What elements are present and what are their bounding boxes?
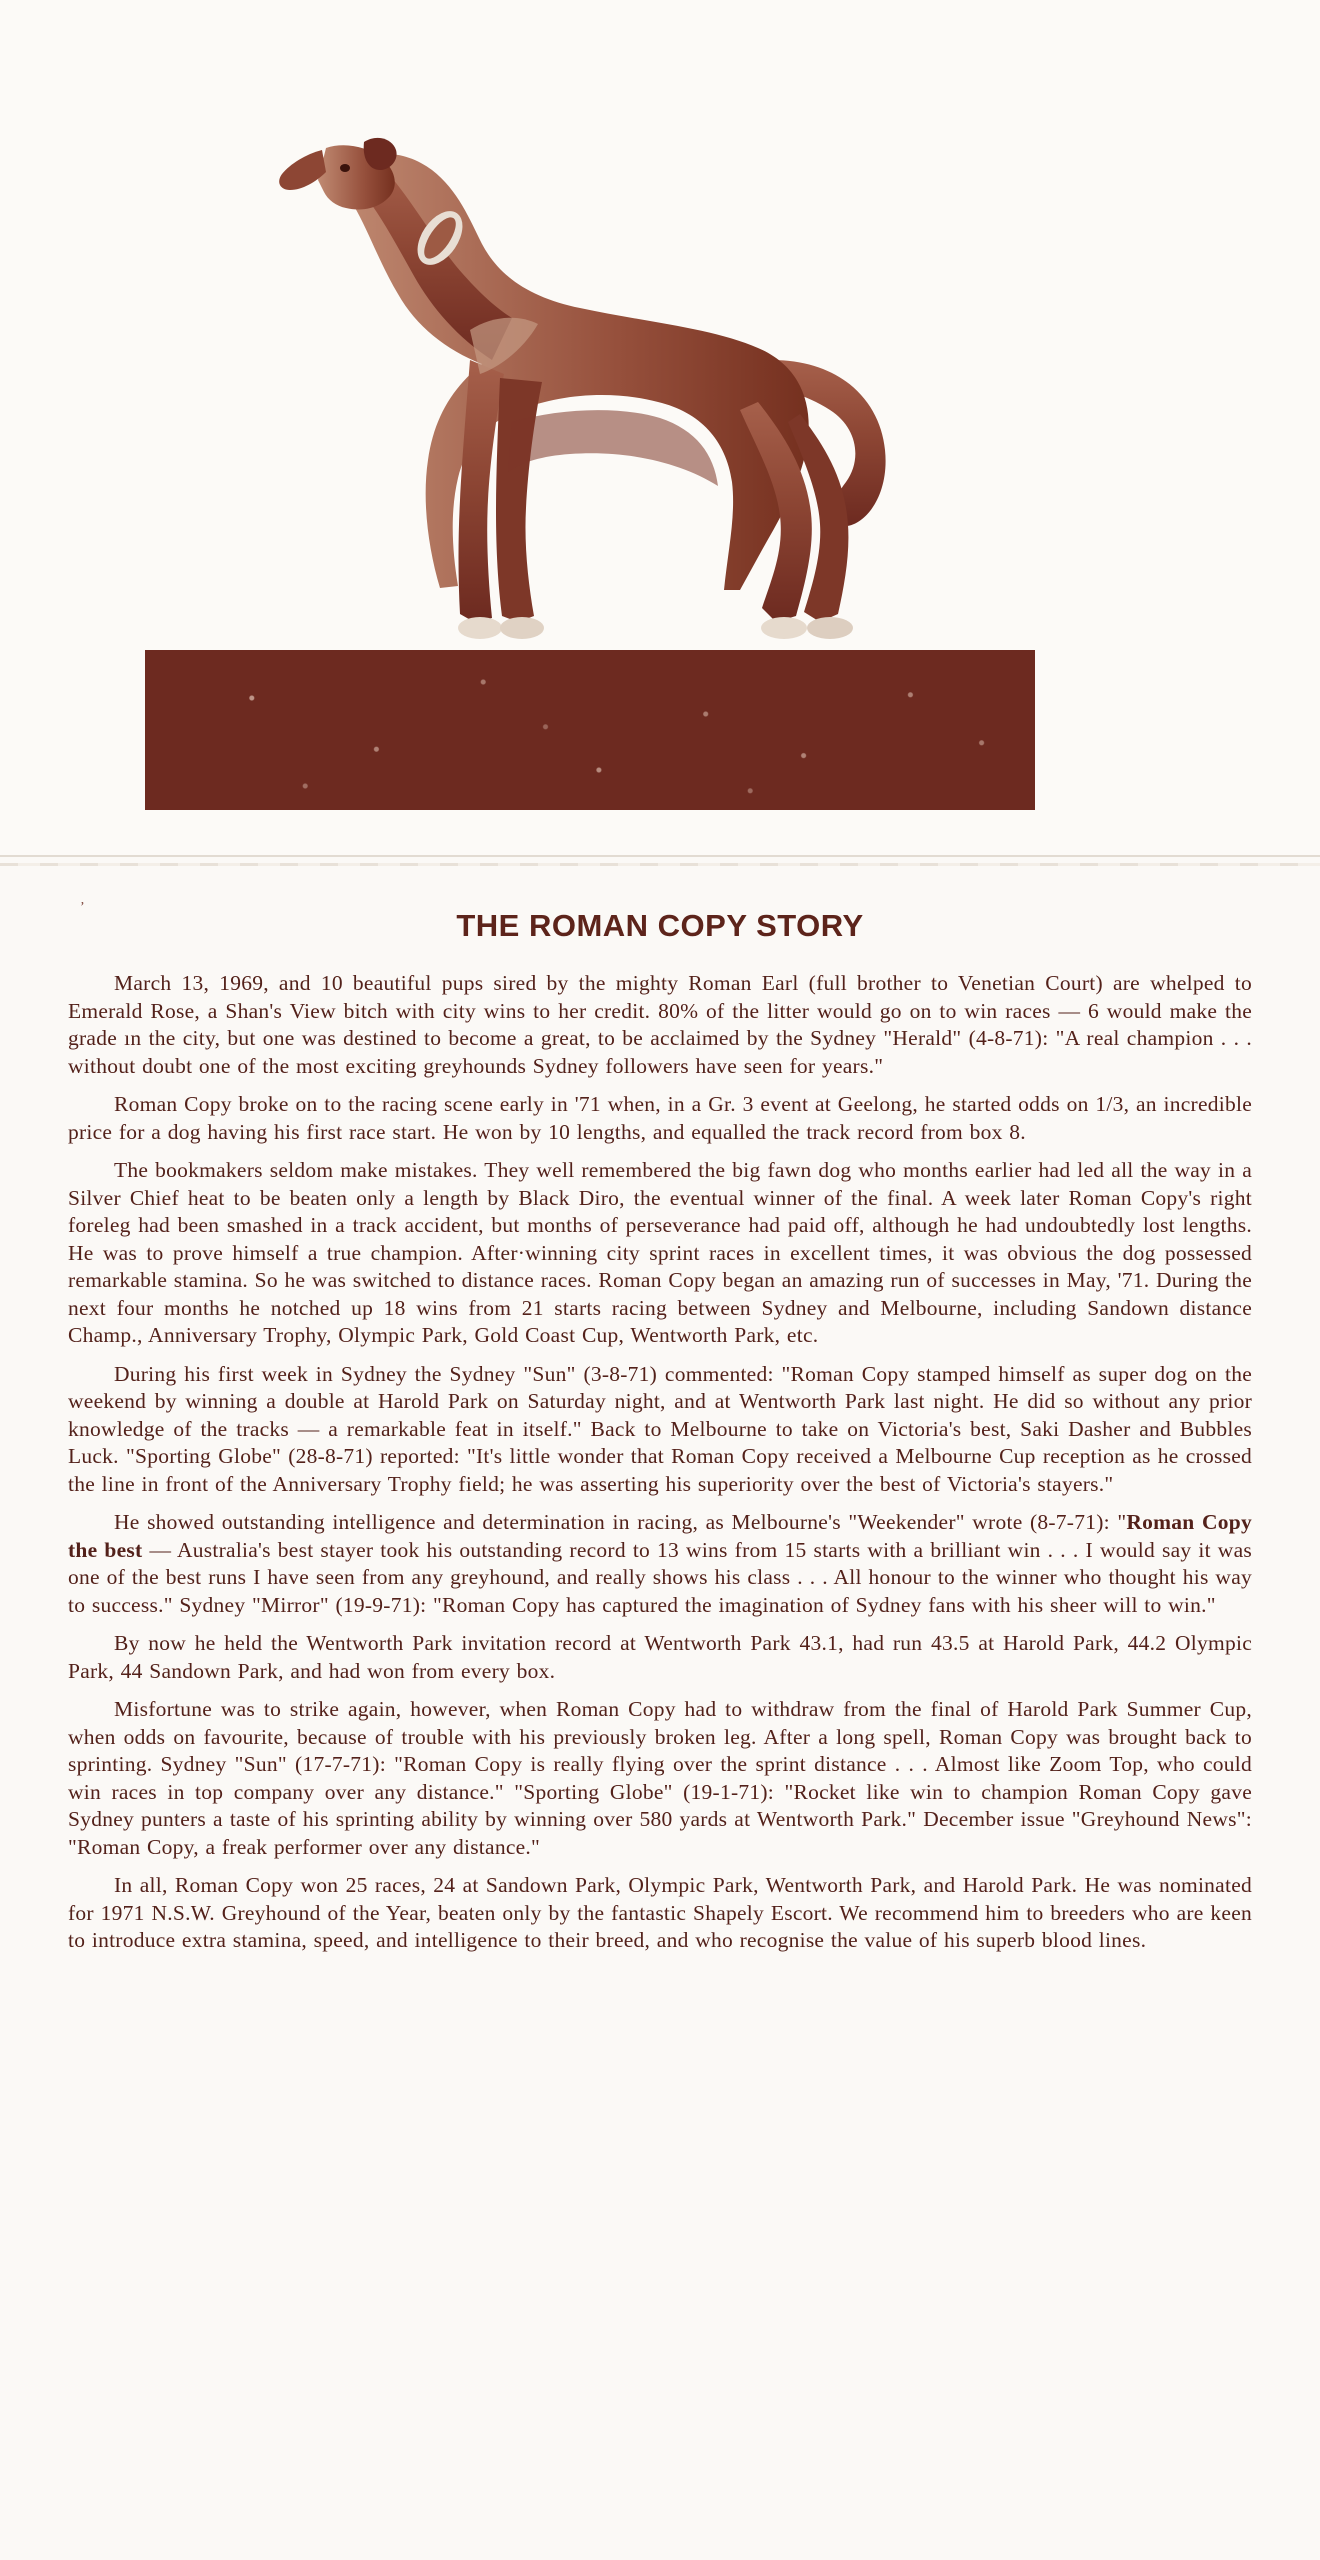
- greyhound-illustration: [140, 30, 1040, 830]
- paragraph: The bookmakers seldom make mistakes. They well remembered the big fawn dog who months earlier had led all the way in a Silver Chief heat to be beaten only a length by Black Diro, the eventual winner of the final. A week later Roman Copy's right foreleg had been smashed in a track accident, but months of perseverance had paid off, although he had undoubtedly lost lengths. He was to prove himself a true champion. After·winning city sprint races in excellent times, it was obvious the dog possessed remarkable stamina. So he was switched to distance races. Roman Copy began an amazing run of successes in May, '71. During the next four months he notched up 18 wins from 21 starts racing between Sydney and Melbourne, including Sandown distance Champ., Anniversary Trophy, Olympic Park, Gold Coast Cup, Wentworth Park, etc.: [68, 1158, 1253, 1347]
- paragraph: He showed outstanding intelligence and determination in racing, as Melbourne's "Weekender" wrote (8-7-71): "Roman Copy the best — Australia's best stayer took his outstanding record to 13 wins from 15 starts with a brilliant win . . . I would say it was one of the best runs I have seen from any greyhound, and really shows his class . . . All honour to the winner who thought his way to success." Sydney "Mirror" (19-9-71): "Roman Copy has captured the imagination of Sydney fans with his sheer will to win.": [68, 1510, 1252, 1617]
- photo-torn-edge: [0, 855, 1320, 880]
- paragraph: By now he held the Wentworth Park invitation record at Wentworth Park 43.1, had run 43.5 at Harold Park, 44.2 Olympic Park, 44 Sandown Park, and had won from every box.: [68, 1631, 1252, 1683]
- greyhound-photo: [140, 30, 1040, 850]
- article: [0, 890, 1320, 1966]
- paragraph: In all, Roman Copy won 25 races, 24 at Sandown Park, Olympic Park, Wentworth Park, and Harold Park. He was nominated for 1971 N.S.W. Greyhound of the Year, beaten only by the fantastic Shapely Escort. We recommend him to breeders who are keen to introduce extra stamina, speed, and intelligence to their breed, and who recognise the value of his superb blood lines.: [68, 1873, 1252, 1952]
- paragraph: During his first week in Sydney the Sydney "Sun" (3-8-71) commented: "Roman Copy stamped himself as super dog on the weekend by winning a double at Harold Park on Saturday night, and at Wentworth Park last night. He did so without any prior knowledge of the tracks — a remarkable feat in itself." Back to Melbourne to take on Victoria's best, Saki Dasher and Bubbles Luck. "Sporting Globe" (28-8-71) reported: "It's little wonder that Roman Copy received a Melbourne Cup reception as he crossed the line in front of the Anniversary Trophy field; he was asserting his superiority over the best of Victoria's stayers.": [68, 1361, 1252, 1496]
- photo-block: [0, 0, 1320, 880]
- paragraph: March 13, 1969, and 10 beautiful pups sired by the mighty Roman Earl (full brother to Venetian Court) are whelped to Emerald Rose, a Shan's View bitch with city wins to her credit. 80% of the litter would go on to win races — 6 would make the grade ın the city, but one was destined to become a great, to be acclaimed by the Sydney "Herald" (4-8-71): "A real champion . . . without doubt one of the most exciting greyhounds Sydney followers have seen for years.": [68, 971, 1252, 1078]
- page-title: THE ROMAN COPY STORY: [456, 908, 864, 943]
- paragraph: Misfortune was to strike again, however, when Roman Copy had to withdraw from the final of Harold Park Summer Cup, when odds on favourite, because of trouble with his previously broken leg. After a long spell, Roman Copy was brought back to sprinting. Sydney "Sun" (17-7-71): "Roman Copy is really flying over the sprint distance . . . Almost like Zoom Top, who could win races in top company over any distance." "Sporting Globe" (19-1-71): "Rocket like win to champion Roman Copy gave Sydney punters a taste of his sprinting ability by winning over 580 yards at Wentworth Park." December issue "Greyhound News": "Roman Copy, a freak performer over any distance.": [68, 1697, 1252, 1859]
- paragraph: Roman Copy broke on to the racing scene early in '71 when, in a Gr. 3 event at Geelong, he started odds on 1/3, an incredible price for a dog having his first race start. He won by 10 lengths, and equalled the track record from box 8.: [68, 1092, 1252, 1144]
- paper-speck: ʼ: [80, 900, 85, 915]
